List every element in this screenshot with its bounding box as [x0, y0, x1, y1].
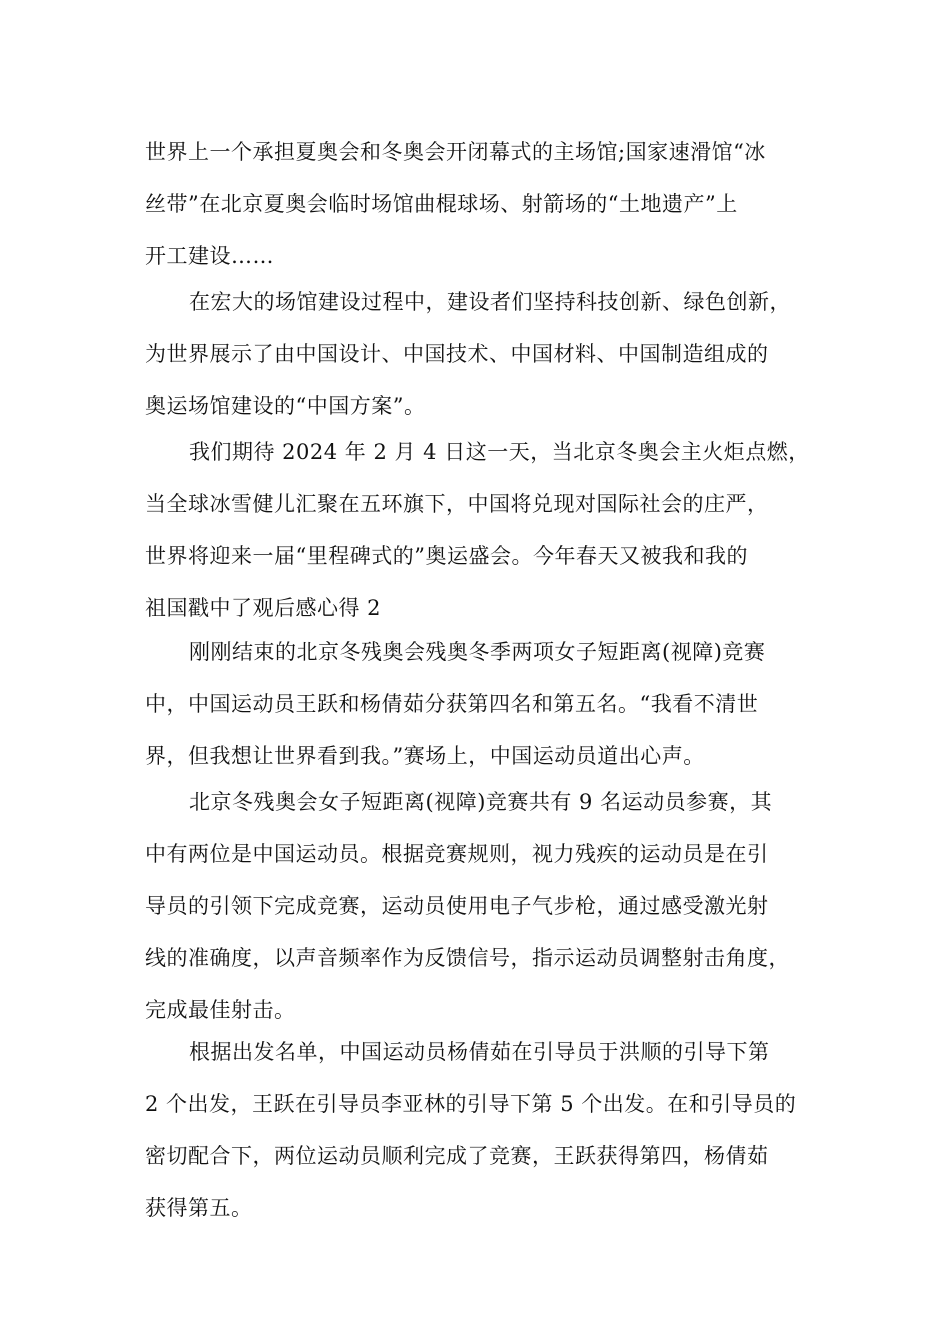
paragraph-venues-continued [145, 126, 820, 282]
text-line: 我们期待 2024 年 2 月 4 日这一天，当北京冬奥会主火炬点燃， [189, 440, 810, 464]
text-line: 导员的引领下完成竞赛，运动员使用电子气步枪，通过感受激光射 [145, 894, 769, 918]
paragraph-start-list [145, 1026, 820, 1234]
text-line: 获得第五。 [145, 1196, 253, 1220]
text-line: 根据出发名单，中国运动员杨倩茹在引导员于洪顺的引导下第 [189, 1040, 770, 1064]
text-line: 中有两位是中国运动员。根据竞赛规则，视力残疾的运动员是在引 [145, 842, 769, 866]
text-line: 完成最佳射击。 [145, 998, 296, 1022]
text-line: 当全球冰雪健儿汇聚在五环旗下，中国将兑现对国际社会的庄严， [145, 492, 769, 516]
text-line: 在宏大的场馆建设过程中，建设者们坚持科技创新、绿色创新， [189, 290, 791, 314]
paragraph-biathlon-result [145, 626, 820, 782]
paragraph-competition-rules [145, 776, 820, 1036]
text-line: 世界将迎来一届“里程碑式的”奥运盛会。今年春天又被我和我的 [145, 544, 748, 568]
text-line: 为世界展示了由中国设计、中国技术、中国材料、中国制造组成的 [145, 342, 769, 366]
text-line: 密切配合下，两位运动员顺利完成了竞赛，王跃获得第四，杨倩茹 [145, 1144, 769, 1168]
paragraph-torch-lighting [145, 426, 820, 634]
text-line: 开工建设…… [145, 244, 274, 268]
text-line: 中，中国运动员王跃和杨倩茹分获第四名和第五名。“我看不清世 [145, 692, 759, 716]
text-line: 世界上一个承担夏奥会和冬奥会开闭幕式的主场馆;国家速滑馆“冰 [145, 140, 766, 164]
text-line: 线的准确度，以声音频率作为反馈信号，指示运动员调整射击角度， [145, 946, 790, 970]
text-line: 界，但我想让世界看到我。”赛场上，中国运动员道出心声。 [145, 744, 705, 768]
text-line: 奥运场馆建设的“中国方案”。 [145, 394, 426, 418]
text-line: 丝带”在北京夏奥会临时场馆曲棍球场、射箭场的“土地遗产”上 [145, 192, 738, 216]
text-line: 北京冬残奥会女子短距离(视障)竞赛共有 9 名运动员参赛，其 [189, 790, 773, 814]
text-line: 祖国戳中了观后感心得 2 [145, 596, 382, 620]
paragraph-china-solution [145, 276, 820, 432]
text-line: 刚刚结束的北京冬残奥会残奥冬季两项女子短距离(视障)竞赛 [189, 640, 766, 664]
text-line: 2 个出发，王跃在引导员李亚林的引导下第 5 个出发。在和引导员的 [145, 1092, 797, 1116]
